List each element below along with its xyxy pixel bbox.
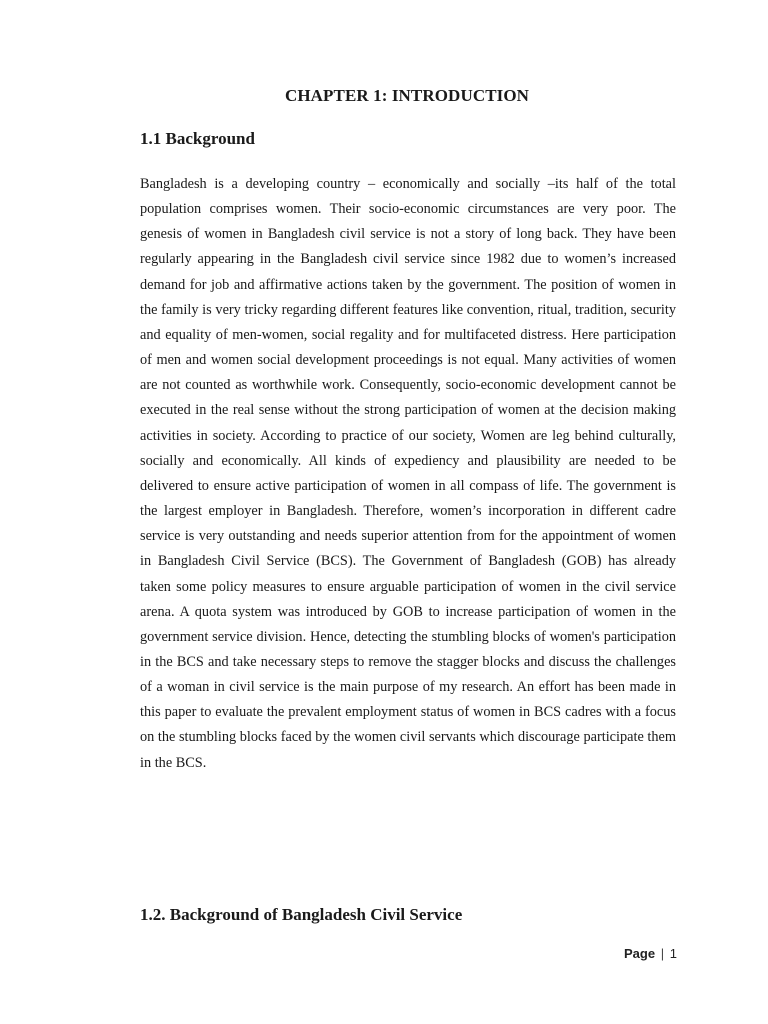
chapter-title: CHAPTER 1: INTRODUCTION: [284, 86, 530, 105]
page-number: 1: [669, 946, 677, 961]
background-paragraph: Bangladesh is a developing country – economically and socially –its half of the total population comprises women. Their socio-economic circumstances are very poor. The genesis of women in Bangladesh civil service is not a story of long back. They have been regularly appearing in the Bangladesh civil service since 1982 due to women’s increased demand for job and affirmative actions taken by the government. The position of women in the family is very tricky regarding different features like convention, ritual, tradition, security and equality of men-women, social regality and for multifaceted distress. Here participation of men and women social development proceedings is not equal. Many activities of women are not counted as worthwhile work. Consequently, socio-economic development cannot be executed in the real sense without the strong participation of women at the decision making activities in society. According to practice of our society, Women are leg behind culturally, socially and economically. All kinds of expediency and plausibility are needed to be delivered to ensure active participation of women in all compass of life. The government is the largest employer in Bangladesh. Therefore, women’s incorporation in different cadre service is very outstanding and needs superior attention from for the appointment of women in Bangladesh Civil Service (BCS). The Government of Bangladesh (GOB) has already taken some policy measures to ensure arguable participation of women in the civil service arena. A quota system was introduced by GOB to increase participation of women in the government service division. Hence, detecting the stumbling blocks of women's participation in the BCS and take necessary steps to remove the stagger blocks and discuss the challenges of a woman in civil service is the main purpose of my research. An effort has been made in this paper to evaluate the prevalent employment status of women in BCS cadres with a focus on the stumbling blocks faced by the women civil servants which discourage participate them in the BCS.: [140, 176, 676, 771]
page-separator: |: [660, 946, 665, 961]
section-heading-background: 1.1 Background: [140, 129, 255, 148]
page-footer: [624, 946, 677, 961]
section-heading-bcs-background: 1.2. Background of Bangladesh Civil Service: [140, 905, 463, 924]
page-label: Page: [624, 946, 656, 961]
